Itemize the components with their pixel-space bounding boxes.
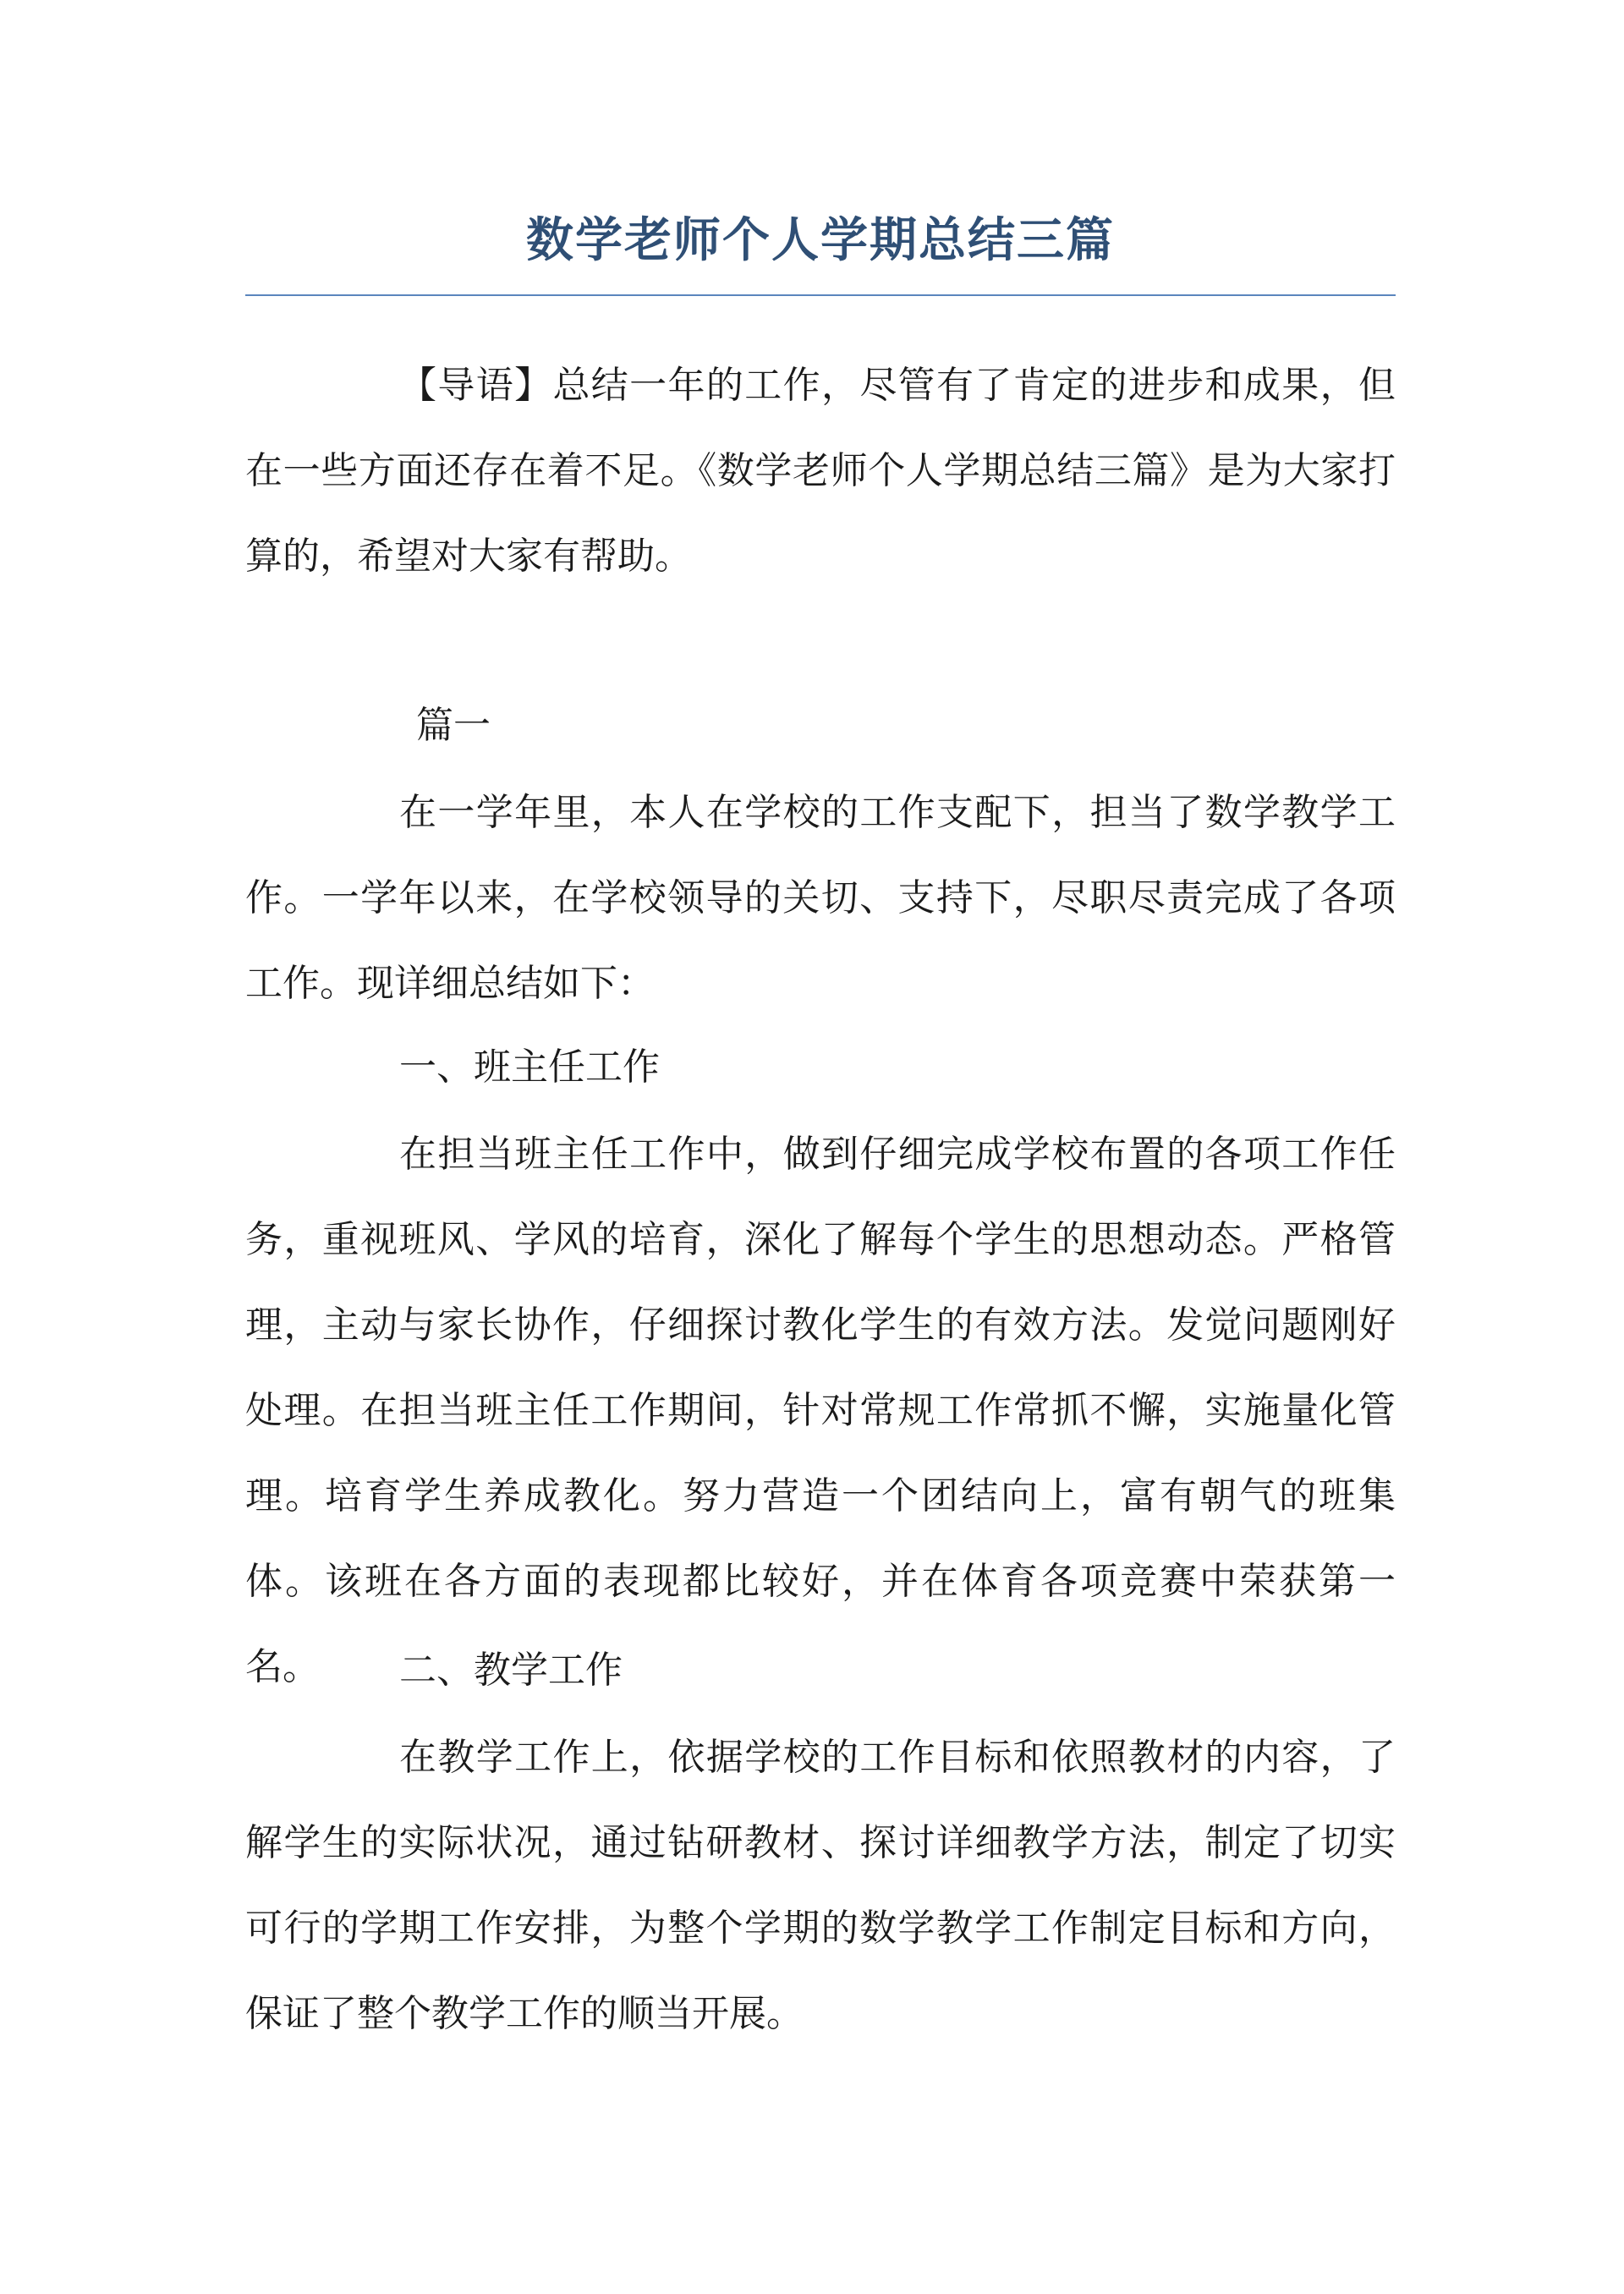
- section-heading-teaching: 二、教学工作: [399, 1649, 623, 1692]
- section-body-teaching: 在教学工作上，依据学校的工作目标和依照教材的内容，了解学生的实际状况，通过钻研教材、探讨详细教学方法，制定了切实可行的学期工作安排，为整个学期的数学教学工作制定目标和方向，保证了整个教学工作的顺当开展。: [245, 1736, 1396, 2035]
- document-title: 数学老师个人学期总结三篇: [526, 212, 1115, 268]
- section-body-class-teacher: 在担当班主任工作中，做到仔细完成学校布置的各项工作任务，重视班风、学风的培育，深化了解每个学生的思想动态。严格管理，主动与家长协作，仔细探讨教化学生的有效方法。发觉问题刚好处理。在担当班主任工作期间，针对常规工作常抓不懈，实施量化管理。培育学生养成教化。努力营造一个团结向上，富有朝气的班集体。该班在各方面的表现都比较好，并在体育各项竞赛中荣获第一名。: [245, 1133, 1396, 1688]
- section-heading-class-teacher: 一、班主任工作: [399, 1045, 660, 1089]
- part-one-heading: 篇一: [416, 704, 491, 747]
- part-one-paragraph: 在一学年里，本人在学校的工作支配下，担当了数学教学工作。一学年以来，在学校领导的关切、支持下，尽职尽责完成了各项工作。现详细总结如下：: [245, 791, 1396, 1005]
- title-underline: [245, 294, 1396, 296]
- intro-paragraph: 【导语】总结一年的工作，尽管有了肯定的进步和成果，但在一些方面还存在着不足。《数学老师个人学期总结三篇》是为大家打算的，希望对大家有帮助。: [245, 364, 1396, 578]
